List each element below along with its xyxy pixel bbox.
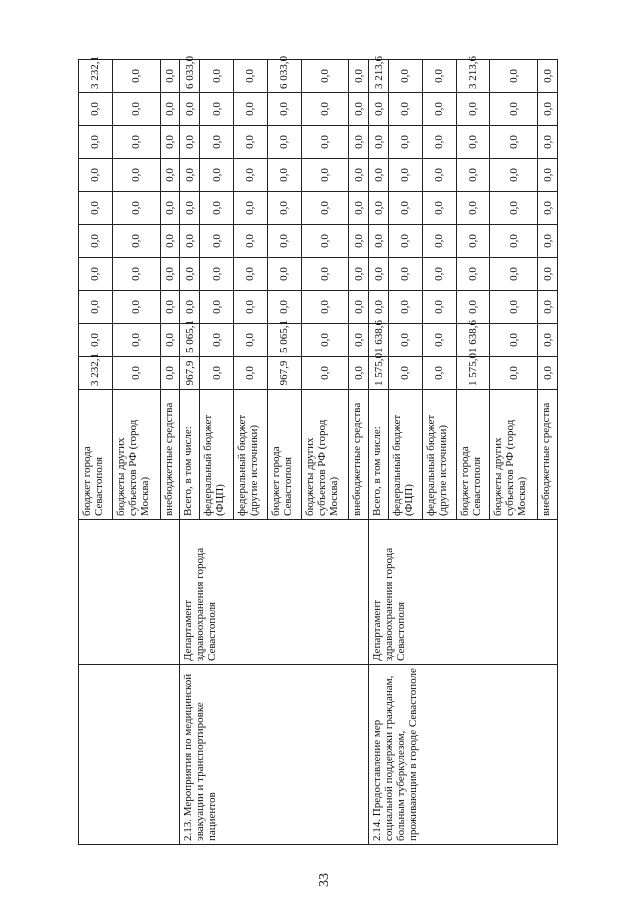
value-cell: 5 065,1 (180, 324, 200, 357)
value-cell: 0,0 (490, 324, 538, 357)
value-cell: 1 638,6 (456, 324, 490, 357)
value-cell: 0,0 (349, 258, 369, 291)
value-cell: 0,0 (112, 291, 160, 324)
executor-cell (79, 520, 180, 665)
activity-name-cell (79, 665, 180, 845)
value-cell: 0,0 (389, 192, 423, 225)
value-cell: 0,0 (422, 357, 456, 390)
funding-source-cell: федеральный бюджет (другие источники) (234, 390, 268, 520)
value-cell: 0,0 (369, 258, 389, 291)
funding-source-cell: Всего, в том числе: (180, 390, 200, 520)
value-cell: 0,0 (200, 60, 234, 93)
budget-table (78, 56, 558, 845)
value-cell: 0,0 (200, 126, 234, 159)
value-cell: 0,0 (456, 258, 490, 291)
value-cell: 0,0 (349, 126, 369, 159)
value-cell: 0,0 (301, 357, 349, 390)
value-cell: 0,0 (200, 225, 234, 258)
funding-source-cell: федеральный бюджет (ФЦП) (200, 390, 234, 520)
value-cell: 0,0 (160, 258, 180, 291)
value-cell: 0,0 (349, 324, 369, 357)
value-cell: 0,0 (112, 126, 160, 159)
value-cell: 0,0 (538, 60, 558, 93)
value-cell: 0,0 (538, 357, 558, 390)
value-cell: 0,0 (456, 126, 490, 159)
value-cell: 0,0 (389, 225, 423, 258)
value-cell: 0,0 (180, 291, 200, 324)
value-cell: 1 638,6 (369, 324, 389, 357)
value-cell: 0,0 (112, 93, 160, 126)
value-cell: 0,0 (112, 159, 160, 192)
value-cell: 0,0 (180, 159, 200, 192)
value-cell: 0,0 (422, 159, 456, 192)
value-cell: 0,0 (369, 159, 389, 192)
value-cell: 0,0 (389, 126, 423, 159)
value-cell: 0,0 (267, 258, 301, 291)
value-cell: 0,0 (349, 192, 369, 225)
value-cell: 0,0 (538, 324, 558, 357)
funding-source-cell: бюджеты других субъектов РФ (город Москва) (301, 390, 349, 520)
value-cell: 0,0 (160, 93, 180, 126)
funding-source-cell: внебюджетные средства (538, 390, 558, 520)
value-cell: 0,0 (112, 357, 160, 390)
funding-source-cell: бюджет города Севастополя (267, 390, 301, 520)
value-cell: 0,0 (200, 192, 234, 225)
value-cell: 0,0 (180, 225, 200, 258)
table-body (79, 56, 558, 845)
value-cell: 0,0 (160, 357, 180, 390)
value-cell: 0,0 (422, 324, 456, 357)
value-cell: 0,0 (369, 291, 389, 324)
value-cell: 0,0 (234, 159, 268, 192)
value-cell: 0,0 (538, 93, 558, 126)
funding-source-cell: бюджет города Севастополя (456, 390, 490, 520)
value-cell: 6 033,0 (180, 60, 200, 93)
value-cell: 0,0 (160, 126, 180, 159)
value-cell: 0,0 (234, 357, 268, 390)
funding-source-cell: внебюджетные средства (160, 390, 180, 520)
value-cell: 0,0 (349, 93, 369, 126)
value-cell: 0,0 (349, 159, 369, 192)
value-cell: 0,0 (180, 192, 200, 225)
value-cell: 0,0 (79, 93, 113, 126)
value-cell: 0,0 (267, 126, 301, 159)
value-cell: 0,0 (369, 93, 389, 126)
value-cell: 0,0 (234, 324, 268, 357)
value-cell: 0,0 (234, 192, 268, 225)
page-number: 33 (317, 873, 332, 887)
value-cell: 0,0 (389, 324, 423, 357)
value-cell: 0,0 (490, 225, 538, 258)
value-cell: 5 065,1 (267, 324, 301, 357)
value-cell: 967,9 (180, 357, 200, 390)
funding-source-cell: федеральный бюджет (ФЦП) (389, 390, 423, 520)
value-cell: 3 213,6 (456, 60, 490, 93)
value-cell: 0,0 (267, 93, 301, 126)
value-cell: 0,0 (200, 93, 234, 126)
value-cell: 0,0 (490, 357, 538, 390)
value-cell: 0,0 (234, 225, 268, 258)
value-cell: 0,0 (538, 258, 558, 291)
value-cell: 0,0 (267, 225, 301, 258)
activity-name-cell: 2.14. Предоставление мер социальной поддержки гражданам, больным туберкулезом, проживающим в городе Севастополе (369, 665, 558, 845)
value-cell: 0,0 (301, 126, 349, 159)
executor-cell: Департамент здравоохранения города Севастополя (369, 520, 558, 665)
value-cell: 0,0 (301, 258, 349, 291)
value-cell: 0,0 (267, 159, 301, 192)
value-cell: 0,0 (490, 159, 538, 192)
value-cell: 0,0 (456, 93, 490, 126)
table-row (79, 60, 113, 845)
value-cell: 0,0 (160, 192, 180, 225)
value-cell: 0,0 (301, 291, 349, 324)
value-cell: 0,0 (79, 192, 113, 225)
funding-source-cell: бюджеты других субъектов РФ (город Москва) (490, 390, 538, 520)
value-cell: 0,0 (456, 291, 490, 324)
value-cell: 0,0 (490, 258, 538, 291)
value-cell: 0,0 (112, 258, 160, 291)
value-cell: 0,0 (79, 258, 113, 291)
table-row (180, 60, 200, 845)
value-cell: 3 232,1 (79, 357, 113, 390)
value-cell: 0,0 (200, 159, 234, 192)
value-cell: 0,0 (200, 324, 234, 357)
value-cell: 0,0 (267, 291, 301, 324)
value-cell: 1 575,0 (369, 357, 389, 390)
value-cell: 0,0 (160, 225, 180, 258)
activity-name-cell: 2.13. Мероприятия по медицинской эвакуации и транспортировке пациентов (180, 665, 369, 845)
value-cell: 0,0 (301, 225, 349, 258)
value-cell: 0,0 (538, 192, 558, 225)
value-cell: 0,0 (79, 225, 113, 258)
value-cell: 0,0 (389, 159, 423, 192)
value-cell: 0,0 (234, 126, 268, 159)
value-cell: 0,0 (422, 225, 456, 258)
value-cell: 0,0 (200, 291, 234, 324)
value-cell: 0,0 (160, 291, 180, 324)
value-cell: 0,0 (389, 357, 423, 390)
executor-cell: Департамент здравоохранения города Севастополя (180, 520, 369, 665)
value-cell: 0,0 (301, 93, 349, 126)
value-cell: 0,0 (349, 357, 369, 390)
value-cell: 0,0 (389, 93, 423, 126)
value-cell: 0,0 (180, 258, 200, 291)
value-cell: 0,0 (422, 258, 456, 291)
value-cell: 0,0 (490, 192, 538, 225)
value-cell: 0,0 (490, 93, 538, 126)
value-cell: 0,0 (538, 225, 558, 258)
value-cell: 0,0 (79, 291, 113, 324)
value-cell: 0,0 (234, 291, 268, 324)
value-cell: 967,9 (267, 357, 301, 390)
value-cell: 0,0 (112, 225, 160, 258)
value-cell: 0,0 (160, 324, 180, 357)
value-cell: 0,0 (234, 93, 268, 126)
funding-source-cell: внебюджетные средства (349, 390, 369, 520)
value-cell: 0,0 (180, 126, 200, 159)
value-cell: 0,0 (160, 60, 180, 93)
value-cell: 6 033,0 (267, 60, 301, 93)
value-cell: 0,0 (301, 60, 349, 93)
value-cell: 0,0 (422, 126, 456, 159)
rotated-page-content (78, 56, 558, 845)
funding-source-cell: федеральный бюджет (другие источники) (422, 390, 456, 520)
value-cell: 0,0 (538, 291, 558, 324)
value-cell: 0,0 (234, 258, 268, 291)
value-cell: 3 232,1 (79, 60, 113, 93)
value-cell: 0,0 (349, 291, 369, 324)
funding-source-cell: бюджет города Севастополя (79, 390, 113, 520)
value-cell: 0,0 (200, 258, 234, 291)
value-cell: 3 213,6 (369, 60, 389, 93)
value-cell: 0,0 (301, 192, 349, 225)
value-cell: 0,0 (301, 324, 349, 357)
value-cell: 0,0 (490, 291, 538, 324)
value-cell: 0,0 (389, 60, 423, 93)
value-cell: 0,0 (112, 324, 160, 357)
value-cell: 0,0 (422, 60, 456, 93)
value-cell: 0,0 (456, 225, 490, 258)
value-cell: 1 575,0 (456, 357, 490, 390)
value-cell: 0,0 (180, 93, 200, 126)
value-cell: 0,0 (301, 159, 349, 192)
value-cell: 0,0 (456, 192, 490, 225)
value-cell: 0,0 (538, 159, 558, 192)
funding-source-cell: бюджеты других субъектов РФ (город Москва) (112, 390, 160, 520)
value-cell: 0,0 (422, 192, 456, 225)
value-cell: 0,0 (112, 60, 160, 93)
value-cell: 0,0 (79, 159, 113, 192)
value-cell: 0,0 (369, 225, 389, 258)
value-cell: 0,0 (349, 225, 369, 258)
value-cell: 0,0 (200, 357, 234, 390)
value-cell: 0,0 (490, 60, 538, 93)
value-cell: 0,0 (160, 159, 180, 192)
value-cell: 0,0 (389, 291, 423, 324)
value-cell: 0,0 (234, 60, 268, 93)
value-cell: 0,0 (369, 126, 389, 159)
value-cell: 0,0 (538, 126, 558, 159)
table-row (369, 60, 389, 845)
value-cell: 0,0 (112, 192, 160, 225)
value-cell: 0,0 (79, 126, 113, 159)
value-cell: 0,0 (490, 126, 538, 159)
value-cell: 0,0 (456, 159, 490, 192)
value-cell: 0,0 (79, 324, 113, 357)
value-cell: 0,0 (349, 60, 369, 93)
value-cell: 0,0 (369, 192, 389, 225)
value-cell: 0,0 (422, 93, 456, 126)
funding-source-cell: Всего, в том числе: (369, 390, 389, 520)
value-cell: 0,0 (267, 192, 301, 225)
value-cell: 0,0 (389, 258, 423, 291)
value-cell: 0,0 (422, 291, 456, 324)
